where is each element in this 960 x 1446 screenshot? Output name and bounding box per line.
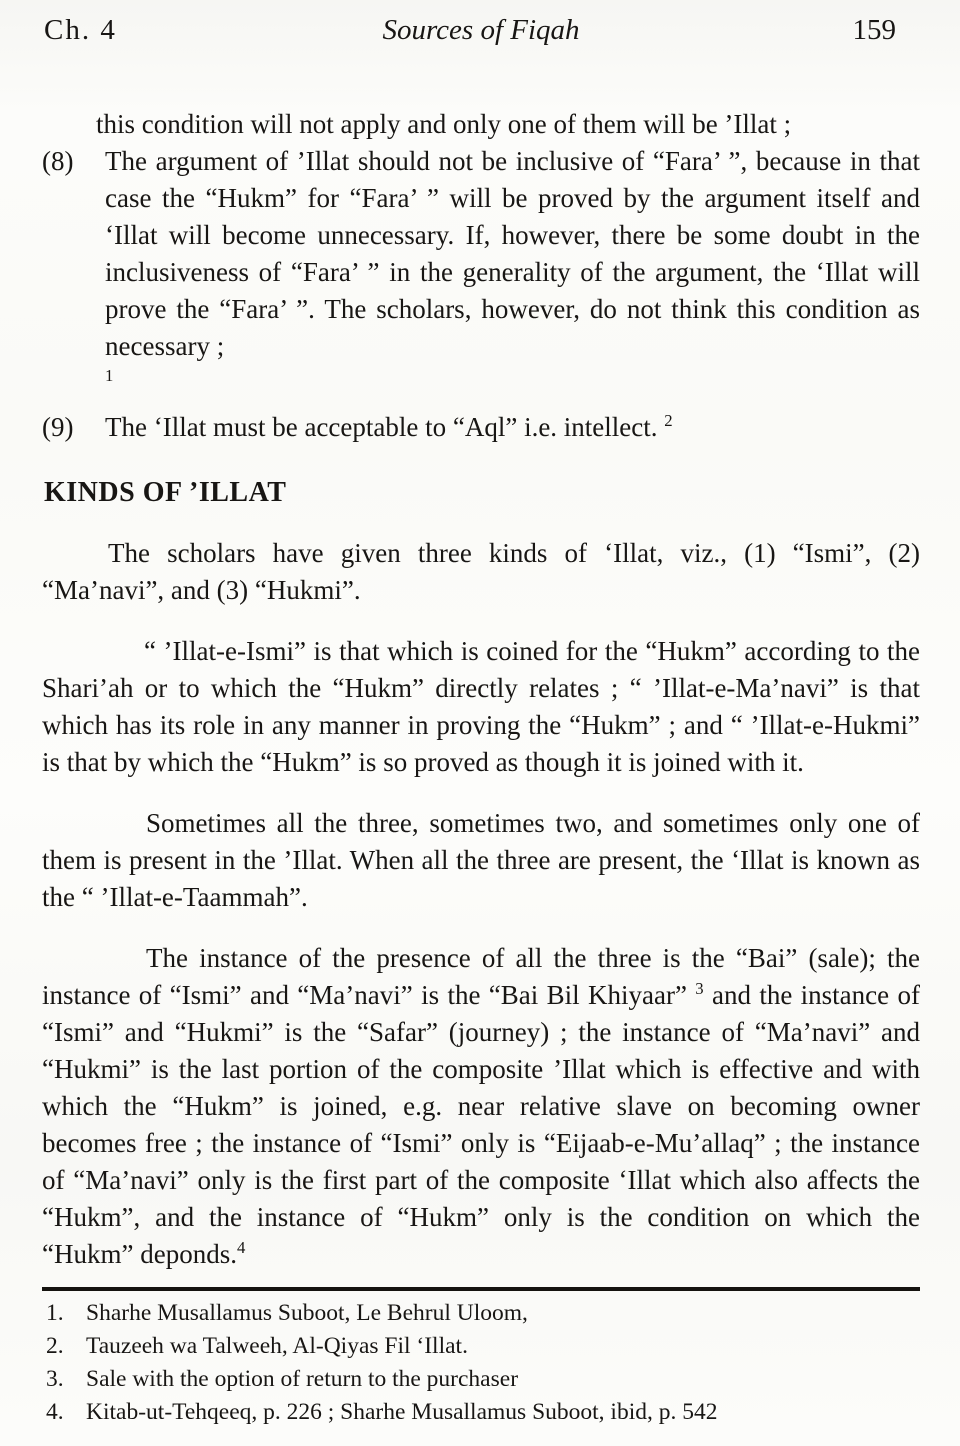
footnote-1-text: Sharhe Musallamus Suboot, Le Behrul Uloom, bbox=[86, 1300, 528, 1326]
footnote-2 bbox=[42, 1330, 920, 1363]
footnote-1 bbox=[42, 1297, 920, 1330]
item-8-text bbox=[105, 143, 920, 399]
footnote-3 bbox=[42, 1363, 920, 1396]
footnotes-section bbox=[42, 1297, 920, 1429]
paragraph-taammah: Sometimes all the three, sometimes two, and sometimes only one of them is present in the ’Illat. When all the three are present, the ‘Illat is known as the “ ’Illat-e-Taammah”. bbox=[42, 808, 920, 912]
footnote-4 bbox=[42, 1396, 920, 1429]
item-8-body-text: The argument of ’Illat should not be inclusive of “Fara’ ”, because in that case the “Hukm” for “Fara’ ” will be proved by the argument itself and ‘Illat will become unnecessary. If, however, there be some doubt in the inclusiveness of “Fara’ ” in the generality of the argument, the ‘Illat will prove the “Fara’ ”. The scholars, however, do not think this condition as necessary ; bbox=[105, 146, 920, 361]
list-item-8 bbox=[42, 143, 920, 399]
paragraph-instances-text2: and the instance of “Ismi” and “Hukmi” is the “Safar” (journey) ; the instance of “Ma’navi” and “Hukmi” is the last portion of the composite ’Illat which is effective and with which the “Hukm” is joined, e.g. near relative slave on becoming owner becomes free ; the instance of “Ismi” only is “Eijaab-e-Mu’allaq” ; the instance of “Ma’navi” only is the first part of the composite ‘Illat which also affects the “Hukm”, and the instance of “Hukm” only is the condition on which the “Hukm” deponds. bbox=[42, 980, 920, 1269]
footnote-1-number: 1. bbox=[46, 1300, 64, 1326]
footnote-marker-3: 3 bbox=[695, 979, 704, 998]
footnote-marker-1-line bbox=[105, 365, 920, 399]
footnotes-divider bbox=[42, 1287, 920, 1291]
footnote-marker-1: 1 bbox=[105, 366, 114, 385]
item-8-number: (8) bbox=[42, 146, 74, 176]
item-9-number: (9) bbox=[42, 412, 74, 442]
footnote-2-number: 2. bbox=[46, 1333, 64, 1359]
section-heading: KINDS OF ’ILLAT bbox=[44, 477, 287, 508]
footnote-3-text: Sale with the option of return to the purchaser bbox=[86, 1366, 519, 1392]
footnote-3-number: 3. bbox=[46, 1366, 64, 1392]
footnote-2-text: Tauzeeh wa Talweeh, Al-Qiyas Fil ‘Illat. bbox=[86, 1333, 468, 1359]
continuation-line: this condition will not apply and only one of them will be ’Illat ; bbox=[96, 109, 792, 139]
paragraph-definitions: “ ’Illat-e-Ismi” is that which is coined for the “Hukm” according to the Shari’ah or to which the “Hukm” directly relates ; “ ’Illat-e-Ma’navi” is that which has its role in any manner in proving the “Hukm” ; and “ ’Illat-e-Hukmi” is that by which the “Hukm” is so proved as though it is joined with it. bbox=[42, 636, 920, 777]
footnote-marker-4: 4 bbox=[236, 1238, 246, 1257]
paragraph-instances-text1: The instance of the presence of all the three is the “Bai” (sale); the instance of “Ismi” and “Ma’navi” is the “Bai Bil Khiyaar” bbox=[42, 943, 920, 1010]
footnote-4-text: Kitab-ut-Tehqeeq, p. 226 ; Sharhe Musallamus Suboot, ibid, p. 542 bbox=[86, 1399, 718, 1425]
paragraph-instances bbox=[42, 940, 920, 1273]
list-item-9 bbox=[42, 409, 920, 446]
page-number: 159 bbox=[852, 14, 896, 46]
footnote-marker-2: 2 bbox=[664, 411, 673, 430]
chapter-label: Ch. 4 bbox=[44, 14, 117, 46]
book-title: Sources of Fiqah bbox=[382, 14, 580, 46]
page-header bbox=[42, 14, 920, 56]
item-9-text bbox=[105, 409, 920, 446]
footnote-4-number: 4. bbox=[46, 1399, 64, 1425]
body-text bbox=[42, 106, 920, 1273]
item-9-body-text: The ‘Illat must be acceptable to “Aql” i.e. intellect. bbox=[105, 412, 665, 442]
paragraph-kinds-intro: The scholars have given three kinds of ‘Illat, viz., (1) “Ismi”, (2) “Ma’navi”, and (3) “Hukmi”. bbox=[42, 538, 920, 605]
